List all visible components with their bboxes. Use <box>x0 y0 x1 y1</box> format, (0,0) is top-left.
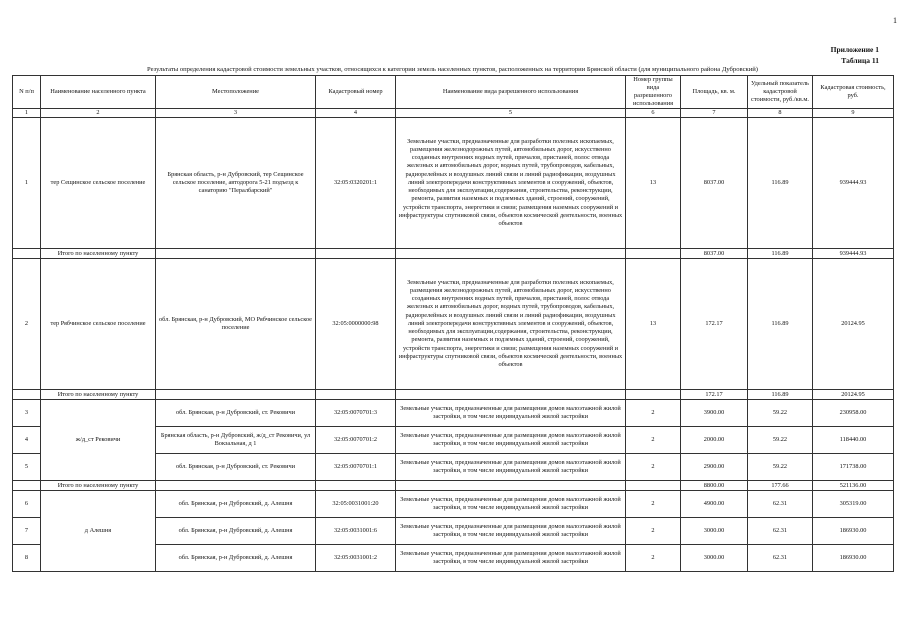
use-group: 2 <box>626 454 681 481</box>
row-number: 3 <box>13 400 41 427</box>
total-value: 939444.93 <box>813 249 894 259</box>
cadastral-number: 32:05:0070701:1 <box>316 454 396 481</box>
permitted-use: Земельные участки, предназначенные для разработки полезных ископаемых, размещения железнодорожных путей, автомобильных дорог, искусственно созданных внутренних водных путей, причалов, пристаней, полос отвода железных и автомобильных дорог, водных путей, трубопроводов, кабельных, радиорелейных и воздушных линий связи и линий радиофикации, воздушных линий электропередачи конструктивных элементов и сооружений, объектов, необходимых для эксплуатации,содержания, строительства, реконструкции, ремонта, развития наземных и подземных зданий, строений, сооружений, устройств транспорта, энергетики и связи; размещения наземных сооружений и инфраструктуры спутниковой связи, объектов космической деятельности, военных объектов <box>396 118 626 249</box>
area: 3900.00 <box>681 400 748 427</box>
location: обл. Брянская, р-н Дубровский, д. Алешня <box>156 491 316 518</box>
area: 8037.00 <box>681 118 748 249</box>
total-area: 172.17 <box>681 390 748 400</box>
cadastral-value: 118440.00 <box>813 427 894 454</box>
location: Брянская область, р-н Дубровский, ж/д_ст Рековичи, ул Вокзальная, д 1 <box>156 427 316 454</box>
header-use: Наименование вида разрешенного использования <box>396 76 626 109</box>
specific-value: 116.89 <box>748 118 813 249</box>
area: 3000.00 <box>681 518 748 545</box>
permitted-use: Земельные участки, предназначенные для размещения домов малоэтажной жилой застройки, в том числе индивидуальной жилой застройки <box>396 427 626 454</box>
header-specific: Удельный показатель кадастровой стоимости, руб./кв.м. <box>748 76 813 109</box>
table-row <box>13 491 894 518</box>
colnum: 2 <box>41 109 156 118</box>
use-group: 2 <box>626 545 681 572</box>
colnum: 8 <box>748 109 813 118</box>
specific-value: 59.22 <box>748 400 813 427</box>
specific-value: 62.31 <box>748 491 813 518</box>
total-label: Итого по населенному пункту <box>41 249 156 259</box>
location: обл. Брянская, р-н Дубровский, д. Алешня <box>156 518 316 545</box>
row-number: 5 <box>13 454 41 481</box>
colnum: 6 <box>626 109 681 118</box>
colnum: 9 <box>813 109 894 118</box>
use-group: 2 <box>626 518 681 545</box>
header-num: N п/п <box>13 76 41 109</box>
location: Брянская область, р-н Дубровский, тер Сещинское сельское поселение, автодорога 5-21 подъезд к санаторию "Пералбарский" <box>156 118 316 249</box>
row-number: 7 <box>13 518 41 545</box>
total-area: 8037.00 <box>681 249 748 259</box>
table-row <box>13 400 894 427</box>
header-group: Номер группы вида разрешенного использования <box>626 76 681 109</box>
permitted-use: Земельные участки, предназначенные для размещения домов малоэтажной жилой застройки, в том числе индивидуальной жилой застройки <box>396 491 626 518</box>
header-row <box>13 76 894 109</box>
specific-value: 59.22 <box>748 427 813 454</box>
area: 2900.00 <box>681 454 748 481</box>
header-settlement: Наименование населенного пункта <box>41 76 156 109</box>
row-number: 2 <box>13 259 41 390</box>
cadastral-number: 32:05:0031001:6 <box>316 518 396 545</box>
specific-value: 116.89 <box>748 259 813 390</box>
use-group: 13 <box>626 118 681 249</box>
area: 3000.00 <box>681 545 748 572</box>
settlement-name: тер Рябчинское сельское поселение <box>41 259 156 390</box>
permitted-use: Земельные участки, предназначенные для разработки полезных ископаемых, размещения железнодорожных путей, автомобильных дорог, искусственно созданных внутренних водных путей, причалов, пристаней, полос отвода железных и автомобильных дорог, водных путей, трубопроводов, кабельных, радиорелейных и воздушных линий связи и линий радиофикации, воздушных линий электропередачи конструктивных элементов и сооружений, объектов, необходимых для эксплуатации,содержания, строительства, реконструкции, ремонта, развития наземных и подземных зданий, строений, сооружений, устройств транспорта, энергетики и связи; размещения наземных сооружений и инфраструктуры спутниковой связи, объектов космической деятельности, военных объектов <box>396 259 626 390</box>
total-row <box>13 481 894 491</box>
cadastral-value: 186930.00 <box>813 545 894 572</box>
use-group: 2 <box>626 400 681 427</box>
table-label: Таблица 11 <box>841 56 879 65</box>
appendix-label: Приложение 1 <box>830 45 879 54</box>
row-number: 1 <box>13 118 41 249</box>
row-number: 6 <box>13 491 41 518</box>
area: 2000.00 <box>681 427 748 454</box>
colnum: 4 <box>316 109 396 118</box>
colnum: 3 <box>156 109 316 118</box>
location: обл. Брянская, р-н Дубровский, МО Рябчинское сельское поселение <box>156 259 316 390</box>
header-location: Местоположение <box>156 76 316 109</box>
cadastral-number: 32:05:0031001:20 <box>316 491 396 518</box>
colnum: 7 <box>681 109 748 118</box>
area: 172.17 <box>681 259 748 390</box>
settlement-name: ж/д_ст Рековичи <box>41 400 156 481</box>
specific-value: 62.31 <box>748 518 813 545</box>
page-number: 1 <box>893 16 897 25</box>
colnum: 1 <box>13 109 41 118</box>
use-group: 2 <box>626 491 681 518</box>
cadastral-number: 32:05:0320201:1 <box>316 118 396 249</box>
cadastral-number: 32:05:0000000:98 <box>316 259 396 390</box>
colnum: 5 <box>396 109 626 118</box>
total-row <box>13 249 894 259</box>
total-area: 8800.00 <box>681 481 748 491</box>
settlement-name: тер Сещинское сельское поселение <box>41 118 156 249</box>
cadastral-value: 171738.00 <box>813 454 894 481</box>
column-number-row <box>13 109 894 118</box>
total-label: Итого по населенному пункту <box>41 481 156 491</box>
cadastral-number: 32:05:0070701:2 <box>316 427 396 454</box>
permitted-use: Земельные участки, предназначенные для размещения домов малоэтажной жилой застройки, в том числе индивидуальной жилой застройки <box>396 454 626 481</box>
cadastral-value: 20124.95 <box>813 259 894 390</box>
cadastral-value: 230958.00 <box>813 400 894 427</box>
use-group: 2 <box>626 427 681 454</box>
cadastral-value-table <box>12 75 894 572</box>
header-value: Кадастровая стоимость, руб. <box>813 76 894 109</box>
total-value: 20124.95 <box>813 390 894 400</box>
specific-value: 59.22 <box>748 454 813 481</box>
cadastral-number: 32:05:0031001:2 <box>316 545 396 572</box>
cadastral-value: 939444.93 <box>813 118 894 249</box>
total-label: Итого по населенному пункту <box>41 390 156 400</box>
table-row <box>13 118 894 249</box>
row-number: 8 <box>13 545 41 572</box>
location: обл. Брянская, р-н Дубровский, д. Алешня <box>156 545 316 572</box>
header-area: Площадь, кв. м. <box>681 76 748 109</box>
document-title: Результаты определения кадастровой стоимости земельных участков, относящихся к категории земель населенных пунктов, расположенных на территории Брянской области (для муниципального района Дубровский) <box>147 66 758 73</box>
permitted-use: Земельные участки, предназначенные для размещения домов малоэтажной жилой застройки, в том числе индивидуальной жилой застройки <box>396 545 626 572</box>
table-row <box>13 259 894 390</box>
appendix-caption <box>831 44 879 66</box>
use-group: 13 <box>626 259 681 390</box>
row-number: 4 <box>13 427 41 454</box>
cadastral-value: 186930.00 <box>813 518 894 545</box>
total-specific: 177.66 <box>748 481 813 491</box>
settlement-name: д Алешня <box>41 491 156 572</box>
total-specific: 116.89 <box>748 249 813 259</box>
location: обл. Брянская, р-н Дубровский, ст. Рековичи <box>156 454 316 481</box>
total-specific: 116.89 <box>748 390 813 400</box>
location: обл. Брянская, р-н Дубровский, ст. Рековичи <box>156 400 316 427</box>
area: 4900.00 <box>681 491 748 518</box>
total-value: 521136.00 <box>813 481 894 491</box>
header-cadastral: Кадастровый номер <box>316 76 396 109</box>
cadastral-number: 32:05:0070701:3 <box>316 400 396 427</box>
total-row <box>13 390 894 400</box>
specific-value: 62.31 <box>748 545 813 572</box>
permitted-use: Земельные участки, предназначенные для размещения домов малоэтажной жилой застройки, в том числе индивидуальной жилой застройки <box>396 400 626 427</box>
permitted-use: Земельные участки, предназначенные для размещения домов малоэтажной жилой застройки, в том числе индивидуальной жилой застройки <box>396 518 626 545</box>
cadastral-value: 305319.00 <box>813 491 894 518</box>
